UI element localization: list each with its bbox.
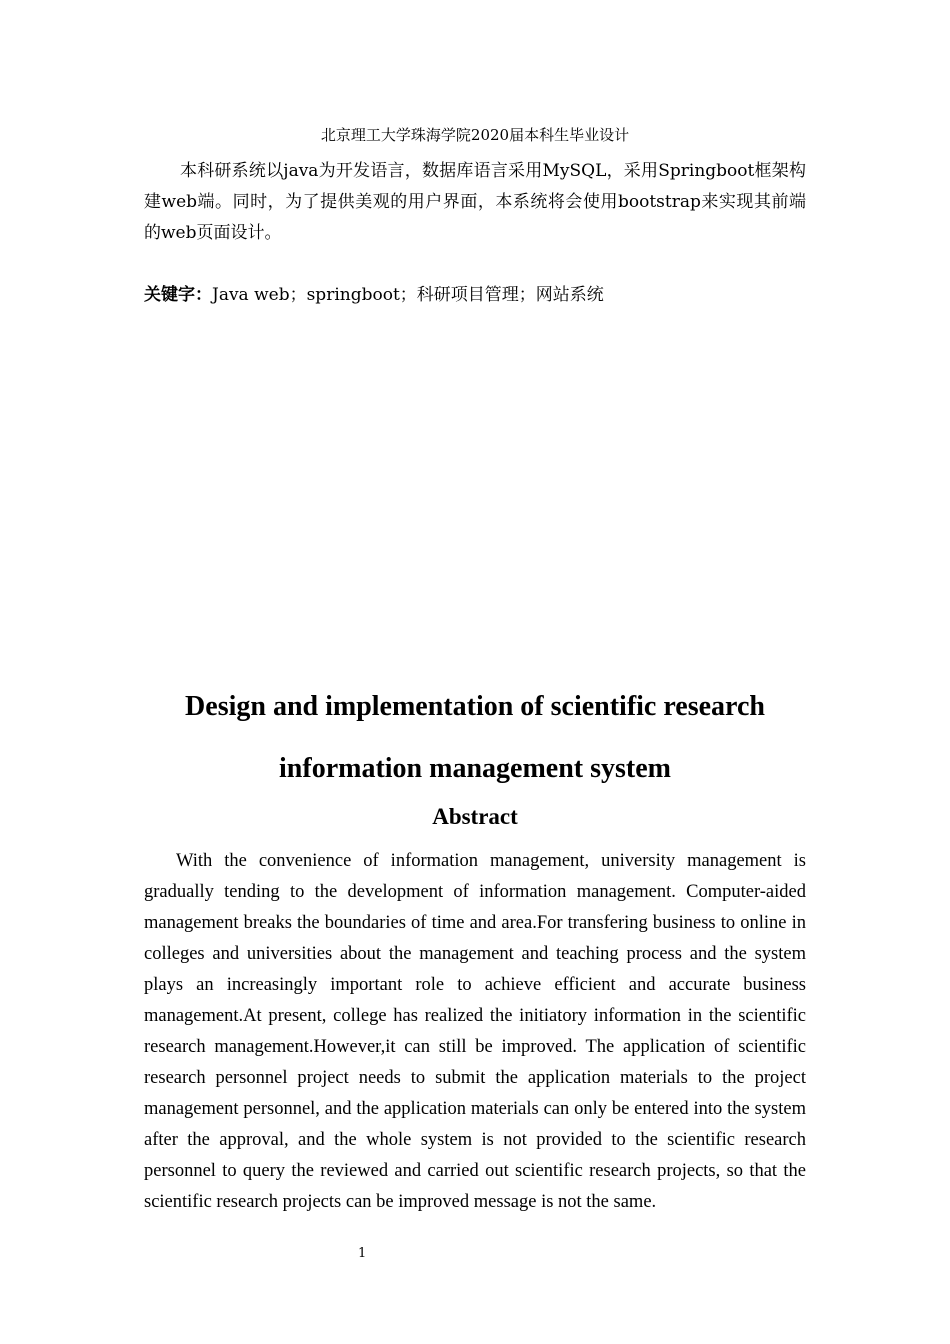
english-title-line-2: information management system [279, 753, 671, 784]
abstract-heading: Abstract [432, 804, 518, 829]
page-header: 北京理工大学珠海学院2020届本科生毕业设计 [320, 126, 630, 144]
english-title-line-1: Design and implementation of scientific research [185, 691, 765, 722]
page-number: 1 [358, 1246, 367, 1261]
keywords-line [144, 280, 806, 310]
keywords-text: Java web；springboot；科研项目管理；网站系统 [212, 285, 604, 305]
english-title [0, 676, 950, 800]
english-abstract-paragraph: With the convenience of information management, university management is gradually tending to the development of information management. Computer-aided management breaks the boundaries of time and area.For transfering business to online in colleges and universities about the management and teaching process and the system plays an increasingly important role to achieve efficient and accurate business management.At present, college has realized the initiatory information in the scientific research management.However,it can still be improved. The application of scientific research personnel project needs to submit the application materials to the project management personnel, and the application materials can only be entered into the system after the approval, and the whole system is not provided to the scientific research personnel to query the reviewed and carried out scientific research projects, so that the scientific research projects can be improved message is not the same. [144, 851, 806, 1212]
chinese-abstract-paragraph: 本科研系统以java为开发语言，数据库语言采用MySQL，采用Springboot框架构建web端。同时，为了提供美观的用户界面，本系统将会使用bootstrap来实现其前端的web页面设计。 [144, 161, 806, 243]
keywords-label: 关键字： [144, 285, 212, 305]
